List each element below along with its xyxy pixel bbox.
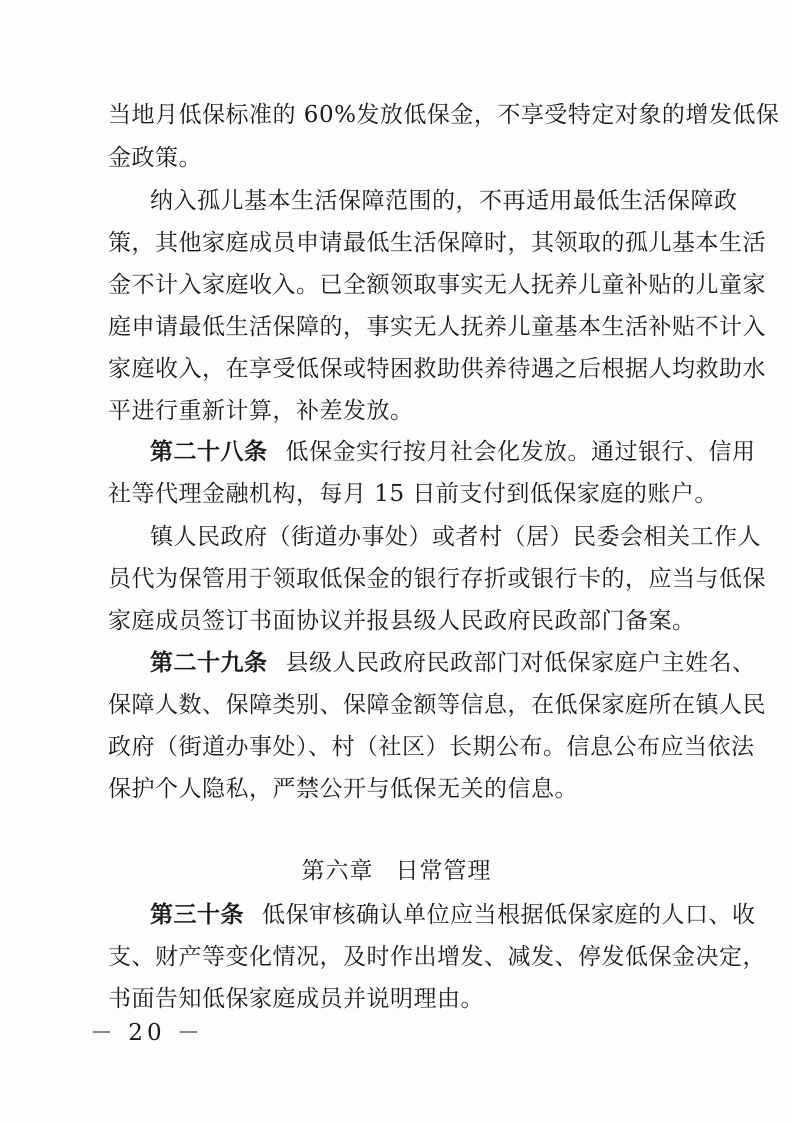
page-number: － 20 －: [90, 1020, 204, 1046]
body-line: 纳入孤儿基本生活保障范围的，不再适用最低生活保障政: [150, 188, 738, 214]
body-line: 庭申请最低生活保障的，事实无人抚养儿童基本生活补贴不计入: [108, 314, 766, 340]
body-line: 金不计入家庭收入。已全额领取事实无人抚养儿童补贴的儿童家: [108, 272, 766, 298]
body-text: 低保审核确认单位应当根据低保家庭的人口、收: [262, 902, 756, 928]
article-heading: 第三十条: [150, 902, 244, 928]
body-line: 保护个人隐私，严禁公开与低保无关的信息。: [108, 776, 578, 802]
article-paragraph: [150, 648, 756, 678]
chapter-title: 日常管理: [395, 858, 492, 884]
article-paragraph: [150, 900, 756, 930]
chapter-heading: [0, 856, 793, 886]
body-line: 当地月低保标准的 60%发放低保金，不享受特定对象的增发低保: [108, 102, 780, 128]
body-line: 保障人数、保障类别、保障金额等信息，在低保家庭所在镇人民: [108, 692, 766, 718]
article-heading: 第二十八条: [150, 439, 268, 465]
body-line: 政府（街道办事处）、村（社区）长期公布。信息公布应当依法: [108, 734, 755, 760]
body-line: 社等代理金融机构，每月 15 日前支付到低保家庭的账户。: [108, 481, 718, 507]
body-line: 平进行重新计算，补差发放。: [108, 398, 414, 424]
body-line: 镇人民政府（街道办事处）或者村（居）民委会相关工作人: [150, 524, 761, 550]
body-line: 策，其他家庭成员申请最低生活保障时，其领取的孤儿基本生活: [108, 230, 766, 256]
body-line: 书面告知低保家庭成员并说明理由。: [108, 986, 484, 1012]
chapter-number: 第六章: [301, 858, 374, 884]
body-line: 支、财产等变化情况，及时作出增发、减发、停发低保金决定，: [108, 944, 766, 970]
body-line: 家庭收入，在享受低保或特困救助供养待遇之后根据人均救助水: [108, 356, 766, 382]
article-paragraph: [150, 437, 756, 467]
body-line: 家庭成员签订书面协议并报县级人民政府民政部门备案。: [108, 608, 696, 634]
body-line: 金政策。: [108, 145, 202, 171]
body-text: 低保金实行按月社会化发放。通过银行、信用: [285, 439, 756, 465]
body-line: 员代为保管用于领取低保金的银行存折或银行卡的，应当与低保: [108, 566, 766, 592]
article-heading: 第二十九条: [150, 650, 268, 676]
body-text: 县级人民政府民政部门对低保家庭户主姓名、: [285, 650, 756, 676]
